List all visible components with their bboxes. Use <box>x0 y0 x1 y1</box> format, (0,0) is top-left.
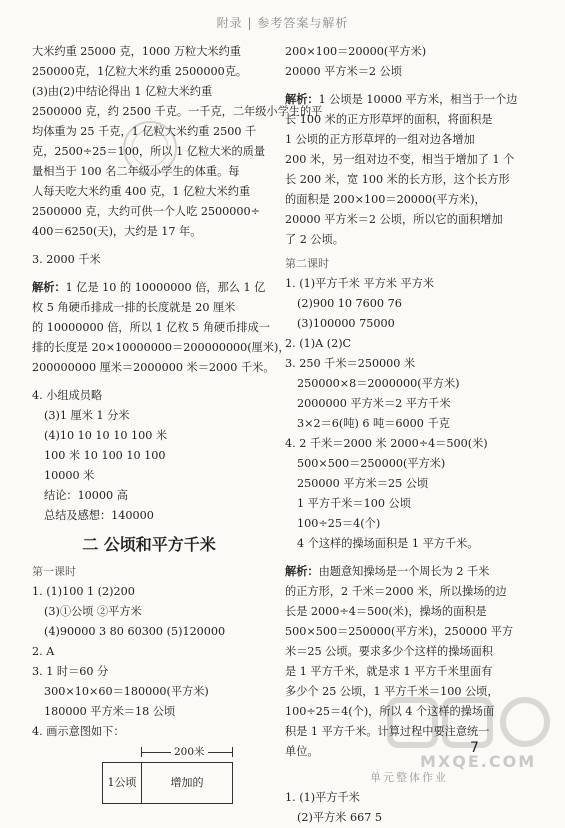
text-line: 2. A <box>32 645 55 658</box>
text-line: 了 2 公顷。 <box>285 233 344 246</box>
text-line: 人每天吃大米约重 400 克，1 亿粒大米约重 <box>32 185 251 198</box>
analysis-label: 解析： <box>285 565 319 578</box>
text-line: 长是 2000÷4＝500(米)，操场的面积是 <box>285 605 487 618</box>
page-number: 7 <box>470 740 479 756</box>
text-line: 500×500＝250000(平方米) <box>297 457 446 470</box>
text-line: 总结及感想：140000 <box>44 509 154 522</box>
text-line: 1 亿是 10 的 10000000 倍，那么 1 亿 <box>65 281 266 294</box>
running-header: 附录 | 参考答案与解析 <box>216 16 349 30</box>
text-line: 200 米，另一组对边不变，相当于增加了 1 个 <box>285 153 515 166</box>
answer-4: 4. 小组成员略 <box>32 389 103 402</box>
analysis-label: 解析： <box>32 281 66 294</box>
text-line: 180000 平方米＝18 公顷 <box>44 705 176 718</box>
text-line: 1 公顷的正方形草坪的一组对边各增加 <box>285 133 475 146</box>
text-line: 克，2500÷25＝100，所以 1 亿粒大米的质量 <box>32 145 266 158</box>
text-line: 2000000 平方米＝2 平方千米 <box>297 397 451 410</box>
text-line: 3×2＝6(吨) 6 吨＝6000 千克 <box>297 417 450 430</box>
text-line: 的 10000000 倍，所以 1 亿枚 5 角硬币排成一 <box>32 321 270 334</box>
hectare-box: 1公顷 <box>102 762 142 804</box>
text-line: (3)1 厘米 1 分米 <box>44 409 130 422</box>
text-line: 2500000 克，约 2500 千克。一千克，二年级小学生的平 <box>32 105 323 118</box>
text-line: 枚 5 角硬币排成一排的长度就是 20 厘米 <box>32 301 236 314</box>
analysis-label: 解析： <box>285 93 319 106</box>
text-line: 积是 1 平方千米。计算过程中要注意统一 <box>285 725 490 738</box>
area-diagram <box>32 744 266 804</box>
section-title: 二 公顷和平方千米 <box>82 535 216 554</box>
text-line: 400＝6250(天)，大约是 17 年。 <box>32 225 202 238</box>
text-line: (3)100000 75000 <box>297 317 395 330</box>
text-line: 100÷25＝4(个) <box>297 517 381 530</box>
text-line: 300×10×60＝180000(平方米) <box>44 685 209 698</box>
text-line: (2)900 10 7600 76 <box>297 297 402 310</box>
text-line: 20000 平方米＝2 公顷，所以它的面积增加 <box>285 213 503 226</box>
text-line: 米＝25 公顷。要求多少个这样的操场面积 <box>285 645 493 658</box>
text-line: 结论：10000 高 <box>44 489 128 502</box>
text-line: 4. 画示意图如下： <box>32 725 125 738</box>
text-line: 量相当于 100 名二年级小学生的体重。每 <box>32 165 240 178</box>
text-line: 长 100 米的正方形草坪的面积，将面积是 <box>285 113 493 126</box>
text-line: 长 200 米，宽 100 米的长方形，这个长方形 <box>285 173 510 186</box>
text-line: (4)10 10 10 10 100 米 <box>44 429 168 442</box>
text-line: 10000 米 <box>44 469 95 482</box>
text-line: 200×100＝20000(平方米) <box>285 45 427 58</box>
text-line: 20000 平方米＝2 公顷 <box>285 65 402 78</box>
text-line: (3)由(2)中结论得出 1 亿粒大米约重 <box>32 85 213 98</box>
text-line: 1. (1)100 1 (2)200 <box>32 585 135 598</box>
added-area-box: 增加的 <box>141 762 233 804</box>
text-line: 1. (1)平方千米 平方米 平方米 <box>285 277 435 290</box>
lesson-1-heading: 第一课时 <box>32 565 76 578</box>
text-line: 排的长度是 20×10000000＝200000000(厘米)， <box>32 341 290 354</box>
analysis-line <box>285 90 533 110</box>
text-line: (4)90000 3 80 60300 (5)120000 <box>44 625 226 638</box>
text-line: 4. 2 千米＝2000 米 2000÷4＝500(米) <box>285 437 488 450</box>
text-line: 的正方形，2 千米＝2000 米，所以操场的边 <box>285 585 507 598</box>
text-line: 4 个这样的操场面积是 1 平方千米。 <box>297 537 479 550</box>
dimension-line <box>141 744 233 760</box>
text-line: 2. (1)A (2)C <box>285 337 352 350</box>
text-line: 200000000 厘米＝2000000 米＝2000 千米。 <box>32 361 275 374</box>
text-line: 的面积是 200×100＝20000(平方米)， <box>285 193 486 206</box>
text-line: 大米约重 25000 克，1000 万粒大米约重 <box>32 45 241 58</box>
answer-3: 3. 2000 千米 <box>32 253 101 266</box>
watermark-text: MXQE.COM <box>420 752 537 771</box>
text-line: 3. 1 时＝60 分 <box>32 665 109 678</box>
text-line: 100 米 10 100 10 100 <box>44 449 166 462</box>
text-line: 由题意知操场是一个周长为 2 千米 <box>318 565 490 578</box>
text-line: 均体重为 25 千克，1 亿粒大米约重 2500 千 <box>32 125 257 138</box>
text-line: 1. (1)平方千米 <box>285 791 360 804</box>
text-line: 2500000 克，大约可供一个人吃 2500000÷ <box>32 205 261 218</box>
text-line: 1 公顷是 10000 平方米，相当于一个边 <box>318 93 518 106</box>
text-line: 250000×8＝2000000(平方米) <box>297 377 460 390</box>
unit-homework-title: 单元整体作业 <box>370 771 448 784</box>
analysis-line <box>32 278 266 298</box>
text-line: 是 1 平方千米，就是求 1 平方千米里面有 <box>285 665 493 678</box>
text-line: (2)平方米 667 5 <box>297 811 382 824</box>
lesson-2-heading: 第二课时 <box>285 257 329 270</box>
right-column <box>285 42 533 828</box>
text-line: 1 平方千米＝100 公顷 <box>297 497 411 510</box>
dimension-label: 200米 <box>171 744 208 760</box>
text-line: 多少个 25 公顷，1 平方千米＝100 公顷， <box>285 685 499 698</box>
text-line: 单位。 <box>285 745 319 758</box>
text-line: 100÷25＝4(个)，所以 4 个这样的操场面 <box>285 705 495 718</box>
text-line: 250000 平方米＝25 公顷 <box>297 477 429 490</box>
text-line: 500×500＝250000(平方米)，250000 平方 <box>285 625 514 638</box>
text-line: 250000克，1亿粒大米约重 2500000克。 <box>32 65 248 78</box>
text-line: 3. 250 千米＝250000 米 <box>285 357 416 370</box>
text-line: (3)①公顷 ②平方米 <box>44 605 142 618</box>
analysis-line <box>285 562 533 582</box>
